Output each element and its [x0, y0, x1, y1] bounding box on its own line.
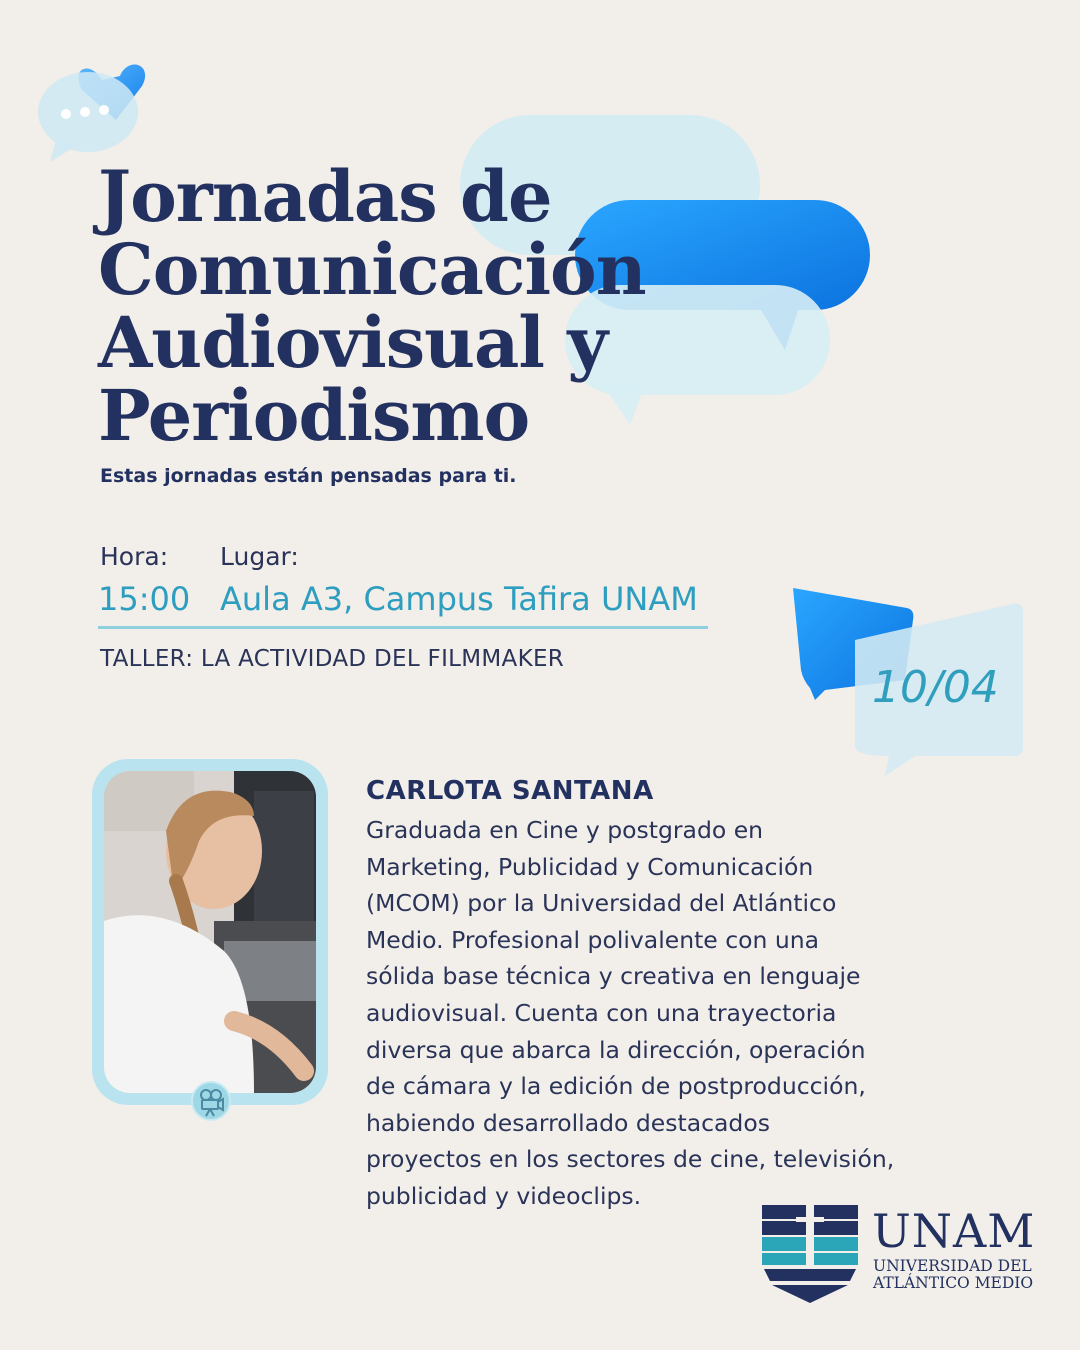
speaker-name: CARLOTA SANTANA — [366, 776, 654, 806]
logo-sub-line: ATLÁNTICO MEDIO — [873, 1274, 1034, 1292]
logo-name: UNAM — [872, 1204, 1036, 1258]
event-date: 10/04 — [872, 662, 999, 713]
lugar-label: Lugar: — [220, 542, 299, 571]
bio-line: audiovisual. Cuenta con una trayectoria — [366, 998, 837, 1027]
title-line: Comunicación — [98, 228, 646, 311]
chat-heart-icon — [30, 50, 160, 170]
bio-line: diversa que abarca la dirección, operación — [366, 1035, 866, 1064]
bio-line: de cámara y la edición de postproducción, — [366, 1072, 866, 1101]
unam-shield-logo — [760, 1203, 860, 1305]
hora-label: Hora: — [100, 542, 169, 571]
bio-line: sólida base técnica y creativa en lenguaje — [366, 962, 861, 991]
workshop-title: TALLER: LA ACTIVIDAD DEL FILMMAKER — [100, 646, 565, 672]
logo-sub-line: UNIVERSIDAD DEL — [873, 1257, 1032, 1275]
bio-line: (MCOM) por la Universidad del Atlántico — [366, 889, 837, 918]
event-title — [98, 155, 718, 457]
speaker-photo — [104, 771, 316, 1093]
speaker-photo-illustration — [104, 771, 316, 1093]
bio-line: proyectos en los sectores de cine, televisión, — [366, 1145, 895, 1174]
bio-line: publicidad y videoclips. — [366, 1181, 642, 1210]
bio-line: habiendo desarrollado destacados — [366, 1108, 770, 1137]
bio-line: Graduada en Cine y postgrado en — [366, 816, 764, 844]
bio-line: Marketing, Publicidad y Comunicación — [366, 852, 814, 881]
title-line: Audiovisual y — [98, 301, 607, 384]
title-line: Jornadas de — [98, 155, 552, 238]
title-line: Periodismo — [98, 374, 530, 457]
speaker-bio — [366, 812, 966, 1215]
event-subtitle: Estas jornadas están pensadas para ti. — [100, 465, 517, 487]
film-camera-icon — [191, 1081, 231, 1121]
speaker-photo-frame — [92, 759, 328, 1105]
lugar-value: Aula A3, Campus Tafira UNAM — [220, 580, 698, 618]
bio-line: Medio. Profesional polivalente con una — [366, 925, 820, 954]
divider — [98, 626, 708, 629]
logo-subtitle — [873, 1258, 1033, 1292]
hora-value: 15:00 — [98, 580, 191, 618]
